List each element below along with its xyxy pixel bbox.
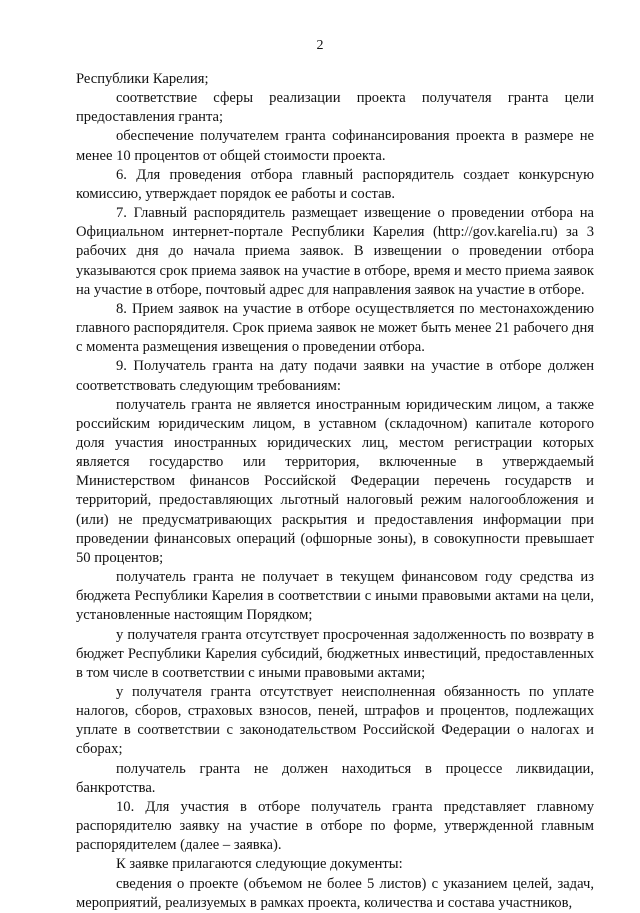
paragraph-item-10: 10. Для участия в отборе получатель гранта представляет главному распорядителю заявку на участие в отборе по форме, утвержденной главным распорядителем (далее – заявка). bbox=[76, 798, 594, 854]
paragraph-requirement-no-overdue-debt: у получателя гранта отсутствует просроченная задолженность по возврату в бюджет Республики Карелия субсидий, бюджетных инвестиций, предоставленных в том числе в соответствии с иными правовыми актами; bbox=[76, 626, 594, 681]
paragraph-criterion-scope: соответствие сферы реализации проекта получателя гранта цели предоставления гранта; bbox=[76, 90, 594, 126]
paragraph-requirement-no-tax-debt: у получателя гранта отсутствует неисполненная обязанность по уплате налогов, сборов, страховых взносов, пеней, штрафов и процентов, подлежащих уплате в соответствии с законодательством Российской Федерации о налогах и сборах; bbox=[76, 684, 594, 758]
paragraph-item-6: 6. Для проведения отбора главный распорядитель создает конкурсную комиссию, утверждает порядок ее работы и состав. bbox=[76, 166, 594, 202]
page-number: 2 bbox=[316, 38, 324, 53]
paragraph-item-9: 9. Получатель гранта на дату подачи заявки на участие в отборе должен соответствовать следующим требованиям: bbox=[76, 358, 594, 394]
paragraph-criterion-cofinancing: обеспечение получателем гранта софинансирования проекта в размере не менее 10 процентов от общей стоимости проекта. bbox=[76, 128, 594, 164]
paragraph-requirement-foreign-entity: получатель гранта не является иностранным юридическим лицом, а также российским юридическим лицом, в уставном (складочном) капитале которого доля участия иностранных юридических лиц, местом регистрации которых является государство или территория, включенные в утверждаемый Министерством финансов Российской Федерации перечень государств и территорий, предоставляющих льготный налоговый режим налогообложения и (или) не предусматривающих раскрытия и предоставления информации при проведении финансовых операций (офшорные зоны), в совокупности превышает 50 процентов; bbox=[76, 396, 594, 566]
paragraph-document-project-info: сведения о проекте (объемом не более 5 листов) с указанием целей, задач, мероприятий, реализуемых в рамках проекта, количества и состава участников, bbox=[76, 875, 594, 911]
paragraph-item-7: 7. Главный распорядитель размещает извещение о проведении отбора на Официальном интернет-портале Республики Карелия (http://gov.karelia.ru) за 3 рабочих дня до начала приема заявок. В извещении о проведении отбора указываются срок приема заявок на участие в отборе, время и место приема заявок на участие в отборе, почтовый адрес для направления заявок на участие в отборе. bbox=[76, 205, 594, 298]
paragraph-requirement-no-liquidation: получатель гранта не должен находиться в процессе ликвидации, банкротства. bbox=[76, 760, 594, 796]
paragraph-documents-intro: К заявке прилагаются следующие документы: bbox=[116, 856, 403, 873]
paragraph-requirement-no-other-funds: получатель гранта не получает в текущем финансовом году средства из бюджета Республики Карелия в соответствии с иными правовыми актами на цели, установленные настоящим Порядком; bbox=[76, 569, 594, 624]
paragraph-item-8: 8. Прием заявок на участие в отборе осуществляется по местонахождению главного распорядителя. Срок приема заявок не может быть менее 21 рабочего дня с момента размещения извещения о проведении отбора. bbox=[76, 300, 594, 356]
document-body bbox=[76, 70, 594, 913]
paragraph-continuation: Республики Карелия; bbox=[76, 71, 209, 87]
